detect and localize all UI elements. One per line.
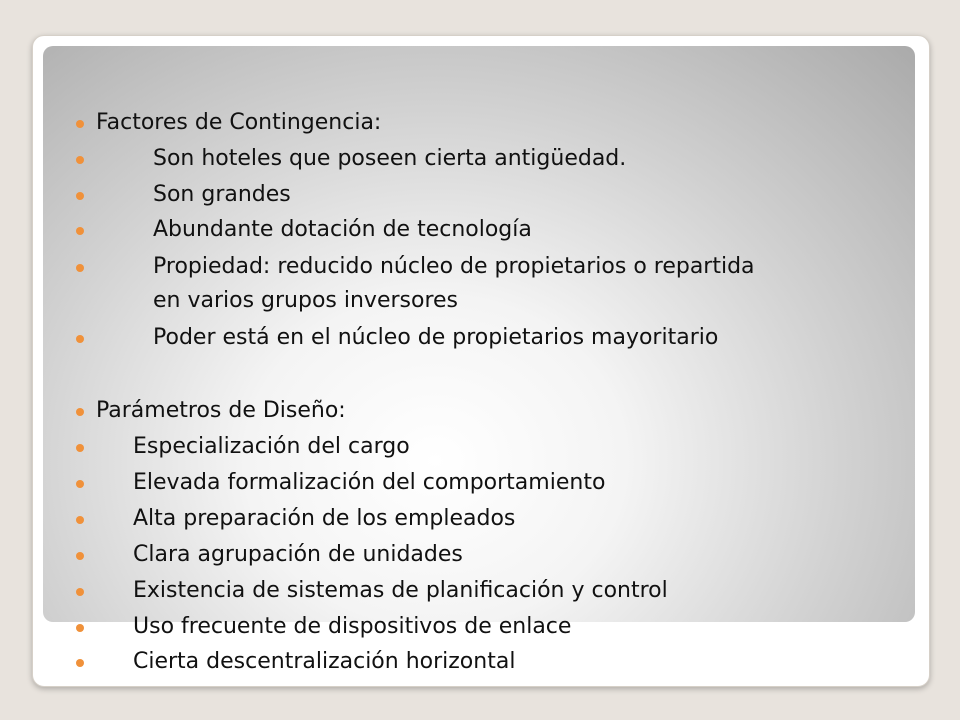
parametro-text: Especialización del cargo bbox=[133, 434, 410, 459]
bullet-icon bbox=[76, 480, 84, 488]
parametro-text: Clara agrupación de unidades bbox=[133, 542, 463, 567]
bullet-icon bbox=[76, 516, 84, 524]
bullet-icon bbox=[76, 264, 84, 272]
factor-text: Poder está en el núcleo de propietarios mayoritario bbox=[153, 325, 719, 350]
parametros-heading: Parámetros de Diseño: bbox=[96, 398, 346, 423]
parametro-text: Existencia de sistemas de planificación y control bbox=[133, 578, 668, 603]
bullet-icon bbox=[76, 120, 84, 128]
bullet-icon bbox=[76, 552, 84, 560]
bullet-icon bbox=[76, 408, 84, 416]
bullet-icon bbox=[76, 659, 84, 667]
parametro-text: Alta preparación de los empleados bbox=[133, 506, 516, 531]
factor-text: Son grandes bbox=[153, 182, 291, 207]
bullet-icon bbox=[76, 588, 84, 596]
factores-heading: Factores de Contingencia: bbox=[96, 110, 382, 135]
bullet-icon bbox=[76, 335, 84, 343]
bullet-icon bbox=[76, 192, 84, 200]
parametro-text: Elevada formalización del comportamiento bbox=[133, 470, 606, 495]
factor-text: Propiedad: reducido núcleo de propietarios o repartida bbox=[153, 254, 755, 279]
bullet-icon bbox=[76, 444, 84, 452]
bullet-icon bbox=[76, 156, 84, 164]
bullet-icon bbox=[76, 227, 84, 235]
bullet-icon bbox=[76, 624, 84, 632]
factor-continuation: en varios grupos inversores bbox=[153, 288, 459, 313]
factor-text: Son hoteles que poseen cierta antigüedad. bbox=[153, 146, 627, 171]
factor-text: Abundante dotación de tecnología bbox=[153, 217, 532, 242]
parametro-text: Cierta descentralización horizontal bbox=[133, 649, 516, 674]
parametro-text: Uso frecuente de dispositivos de enlace bbox=[133, 614, 572, 639]
